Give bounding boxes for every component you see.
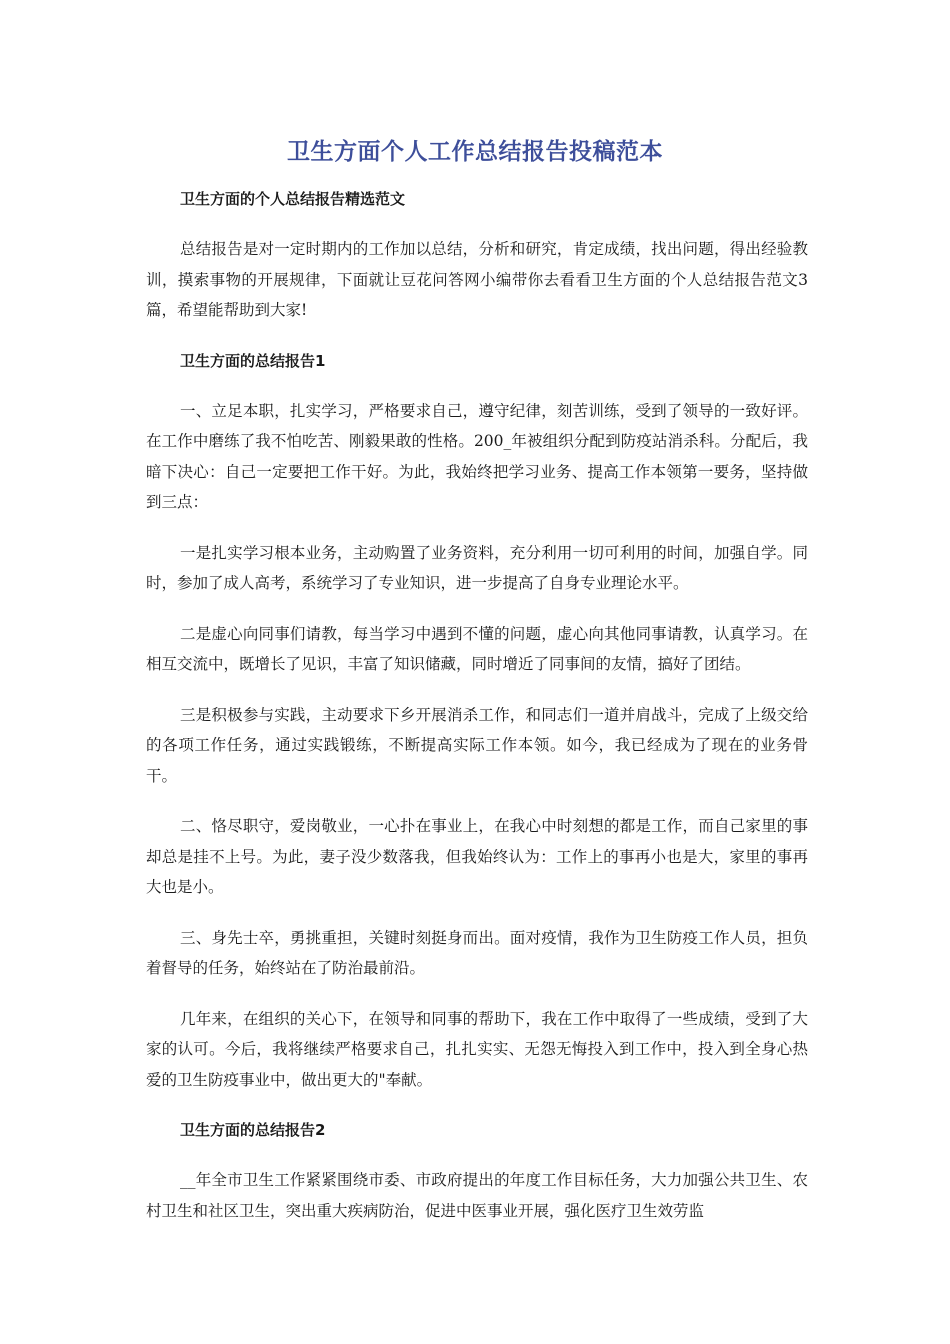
section-heading: 卫生方面的总结报告2 <box>180 1121 326 1139</box>
paragraph: 几年来，在组织的关心下，在领导和同事的帮助下，我在工作中取得了一些成绩，受到了大家的认可。今后，我将继续严格要求自己，扎扎实实、无怨无悔投入到工作中，投入到全身心热爱的卫生防疫事业中，做出更大的"奉献。 <box>146 1009 808 1089</box>
section-heading: 卫生方面的总结报告1 <box>180 351 326 370</box>
paragraph: 一是扎实学习根本业务，主动购置了业务资料，充分利用一切可利用的时间，加强自学。同时，参加了成人高考，系统学习了专业知识，进一步提高了自身专业理论水平。 <box>146 543 808 592</box>
paragraph: 二是虚心向同事们请教，每当学习中遇到不懂的问题，虚心向其他同事请教，认真学习。在相互交流中，既增长了见识，丰富了知识储藏，同时增近了同事间的友情，搞好了团结。 <box>146 624 808 673</box>
paragraph: __年全市卫生工作紧紧围绕市委、市政府提出的年度工作目标任务，大力加强公共卫生、农村卫生和社区卫生，突出重大疾病防治，促进中医事业开展，强化医疗卫生效劳监 <box>146 1171 808 1220</box>
section-heading: 卫生方面的个人总结报告精选范文 <box>180 190 406 208</box>
paragraph: 一、立足本职，扎实学习，严格要求自己，遵守纪律，刻苦训练，受到了领导的一致好评。在工作中磨练了我不怕吃苦、刚毅果敢的性格。200_年被组织分配到防疫站消杀科。分配后，我暗下决心：自己一定要把工作干好。为此，我始终把学习业务、提高工作本领第一要务，坚持做到三点： <box>146 401 808 511</box>
paragraph: 三是积极参与实践，主动要求下乡开展消杀工作，和同志们一道并肩战斗，完成了上级交给的各项工作任务，通过实践锻练，不断提高实际工作本领。如今，我已经成为了现在的业务骨干。 <box>146 705 808 785</box>
document-title: 卫生方面个人工作总结报告投稿范本 <box>287 139 663 165</box>
paragraph: 三、身先士卒，勇挑重担，关键时刻挺身而出。面对疫情，我作为卫生防疫工作人员，担负着督导的任务，始终站在了防治最前沿。 <box>146 928 808 977</box>
paragraph: 总结报告是对一定时期内的工作加以总结，分析和研究，肯定成绩，找出问题，得出经验教训，摸索事物的开展规律，下面就让豆花问答网小编带你去看看卫生方面的个人总结报告范文3篇，希望能帮助到大家! <box>146 240 808 319</box>
document-body <box>146 184 808 1246</box>
paragraph: 二、恪尽职守，爱岗敬业，一心扑在事业上，在我心中时刻想的都是工作，而自己家里的事却总是挂不上号。为此，妻子没少数落我，但我始终认为：工作上的事再小也是大，家里的事再大也是小。 <box>146 817 808 896</box>
